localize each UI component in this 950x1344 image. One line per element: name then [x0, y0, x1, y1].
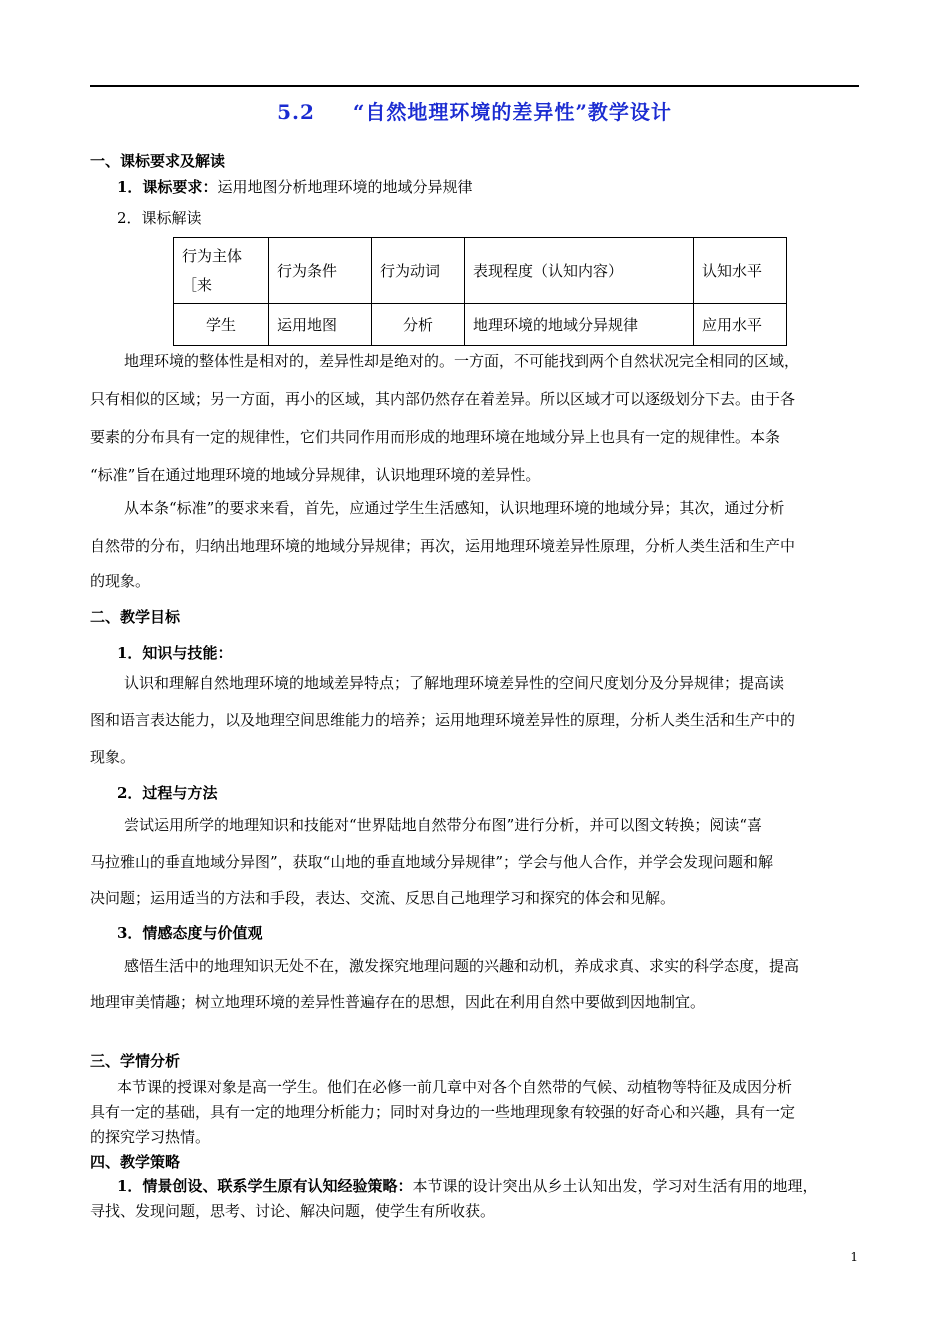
top-rule	[90, 85, 859, 87]
paragraph-line: 本节课的授课对象是高一学生。他们在必修一前几章中对各个自然带的气候、动植物等特征及成因分析	[117, 1078, 793, 1096]
requirement-label: 1．课标要求：	[117, 178, 218, 196]
section-heading-learner-analysis: 三、学情分析	[90, 1052, 181, 1070]
table-cell: 分析	[372, 304, 465, 346]
paragraph-line: 感悟生活中的地理知识无处不在，激发探究地理问题的兴趣和动机，养成求真、求实的科学态度，提高	[124, 957, 800, 975]
document-title	[90, 96, 859, 125]
strategy-line	[117, 1175, 817, 1196]
paragraph-line: 认识和理解自然地理环境的地域差异特点；了解地理环境差异性的空间尺度划分及分异规律；提高读	[124, 674, 785, 692]
paragraph-line: 自然带的分布，归纳出地理环境的地域分异规律；再次，运用地理环境差异性原理，分析人类生活和生产中	[90, 537, 796, 555]
paragraph-line: 马拉雅山的垂直地域分异图”，获取“山地的垂直地域分异规律”；学会与他人合作，并学会发现问题和解	[90, 853, 774, 871]
paragraph-line: 尝试运用所学的地理知识和技能对“世界陆地自然带分布图”进行分析，并可以图文转换；阅读“喜	[124, 816, 763, 834]
paragraph-line: “标准”旨在通过地理环境的地域分异规律，认识地理环境的差异性。	[90, 466, 541, 484]
curriculum-table	[173, 237, 787, 346]
paragraph-line: 要素的分布具有一定的规律性，它们共同作用而形成的地理环境在地域分异上也具有一定的规律性。本条	[90, 428, 781, 446]
table-cell: 应用水平	[694, 304, 787, 346]
subheading-attitude: 3．情感态度与价值观	[117, 924, 263, 942]
paragraph-line: 具有一定的基础，具有一定的地理分析能力；同时对身边的一些地理现象有较强的好奇心和兴趣，具有一定	[90, 1103, 796, 1121]
requirement-text: 运用地图分析地理环境的地域分异规律	[217, 178, 473, 196]
paragraph-line: 图和语言表达能力，以及地理空间思维能力的培养；运用地理环境差异性的原理，分析人类生活和生产中的	[90, 711, 796, 729]
paragraph-line: 决问题；运用适当的方法和手段，表达、交流、反思自己地理学习和探究的体会和见解。	[90, 889, 676, 907]
table-cell: 运用地图	[269, 304, 372, 346]
title-text: “自然地理环境的差异性”教学设计	[352, 100, 672, 124]
strategy-text: 本节课的设计突出从乡土认知出发，学习对生活有用的地理，	[412, 1177, 818, 1195]
paragraph-line: 的探究学习热情。	[90, 1128, 211, 1146]
section-heading-curriculum: 一、课标要求及解读	[90, 152, 226, 170]
strategy-label: 1．情景创设、联系学生原有认知经验策略：	[117, 1177, 413, 1195]
subheading-knowledge: 1．知识与技能：	[117, 644, 233, 662]
table-header-cell: 行为主体［来	[174, 238, 269, 304]
section-heading-objectives: 二、教学目标	[90, 608, 181, 626]
table-cell: 地理环境的地域分异规律	[465, 304, 694, 346]
curriculum-interpretation-label: 2．课标解读	[117, 209, 202, 227]
paragraph-line: 的现象。	[90, 572, 151, 590]
table-header-cell: 表现程度（认知内容）	[465, 238, 694, 304]
table-row	[174, 304, 787, 346]
page-number: 1	[850, 1250, 858, 1264]
table-header-cell: 行为动词	[372, 238, 465, 304]
table-header-row	[174, 238, 787, 304]
paragraph-line: 地理环境的整体性是相对的，差异性却是绝对的。一方面，不可能找到两个自然状况完全相同的区域，	[124, 352, 800, 370]
table-header-cell: 认知水平	[694, 238, 787, 304]
title-number: 5.2	[277, 100, 315, 124]
paragraph-line: 只有相似的区域；另一方面，再小的区域，其内部仍然存在着差异。所以区域才可以逐级划分下去。由于各	[90, 390, 796, 408]
curriculum-requirement	[117, 176, 472, 197]
table-cell: 学生	[174, 304, 269, 346]
paragraph-line: 现象。	[90, 748, 136, 766]
table-header-cell: 行为条件	[269, 238, 372, 304]
paragraph-line: 寻找、发现问题，思考、讨论、解决问题，使学生有所收获。	[90, 1202, 496, 1220]
subheading-process: 2．过程与方法	[117, 784, 218, 802]
section-heading-strategy: 四、教学策略	[90, 1153, 181, 1171]
paragraph-line: 从本条“标准”的要求来看，首先，应通过学生生活感知，认识地理环境的地域分异；其次，通过分析	[124, 499, 785, 517]
paragraph-line: 地理审美情趣；树立地理环境的差异性普遍存在的思想，因此在利用自然中要做到因地制宜。	[90, 993, 706, 1011]
